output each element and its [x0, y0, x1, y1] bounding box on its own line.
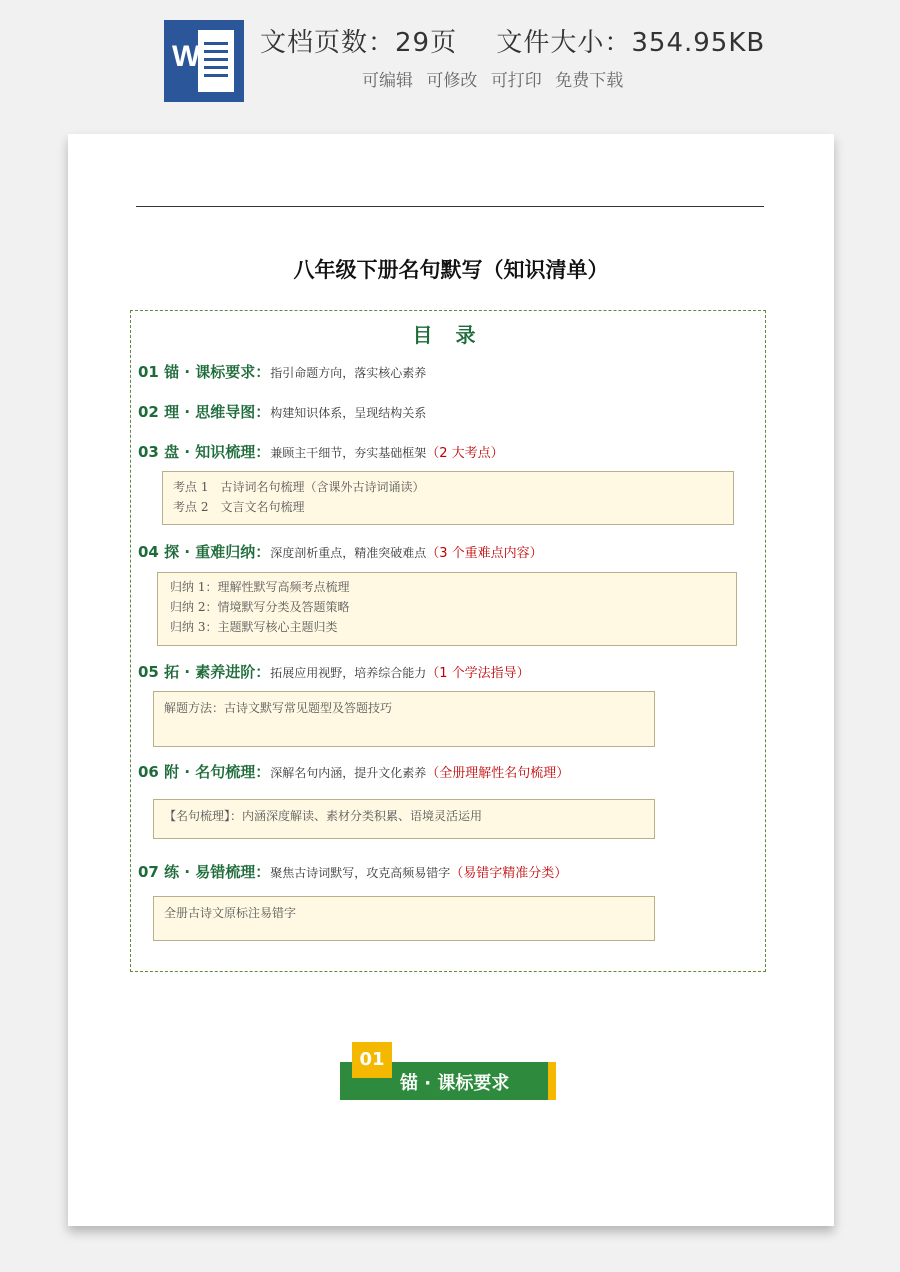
toc-item-06: 06 附 · 名句梳理：深解名句内涵，提升文化素养（全册理解性名句梳理）	[138, 763, 570, 781]
toc-item-04: 04 探 · 重难归纳：深度剖析重点，精准突破难点（3 个重难点内容）	[138, 543, 543, 561]
section-header-01	[340, 1040, 556, 1102]
toc-item-05: 05 拓 · 素养进阶：拓展应用视野，培养综合能力（1 个学法指导）	[138, 663, 530, 681]
toc-item-02: 02 理 · 思维导图：构建知识体系，呈现结构关系	[138, 403, 427, 421]
word-document-icon: W	[164, 20, 244, 102]
section-bar-accent	[548, 1062, 556, 1100]
header-rule	[136, 206, 764, 207]
download-banner	[0, 0, 900, 120]
feature-printable: 可打印	[490, 71, 542, 91]
document-title: 八年级下册名句默写（知识清单）	[293, 258, 609, 282]
toc-heading: 目 录	[412, 323, 484, 347]
feature-list	[362, 66, 623, 91]
document-page	[68, 134, 834, 1226]
toc-box-typos: 全册古诗文原标注易错字	[153, 896, 655, 941]
page-count: 文档页数：29页	[260, 28, 458, 58]
feature-modifiable: 可修改	[426, 71, 478, 91]
toc-item-07: 07 练 · 易错梳理：聚焦古诗词默写，攻克高频易错字（易错字精准分类）	[138, 863, 568, 881]
toc-box-methods: 解题方法：古诗文默写常见题型及答题技巧	[153, 691, 655, 747]
table-of-contents	[130, 310, 766, 972]
feature-editable: 可编辑	[362, 71, 413, 91]
toc-item-01: 01 锚 · 课标要求：指引命题方向，落实核心素养	[138, 363, 427, 381]
toc-box-summaries: 归纳 1：理解性默写高频考点梳理 归纳 2：情境默写分类及答题策略 归纳 3：主题默写核心主题归类	[157, 572, 737, 646]
toc-box-famous-lines: 【名句梳理】：内涵深度解读、素材分类积累、语境灵活运用	[153, 799, 655, 839]
toc-box-exam-points: 考点 1 古诗词名句梳理（含课外古诗词诵读） 考点 2 文言文名句梳理	[162, 471, 734, 525]
section-number: 01	[352, 1042, 392, 1078]
section-label: 锚 · 课标要求	[400, 1073, 510, 1094]
file-meta	[260, 22, 765, 59]
feature-free-download: 免费下载	[555, 71, 624, 91]
file-size: 文件大小：354.95KB	[496, 28, 766, 58]
toc-item-03: 03 盘 · 知识梳理：兼顾主干细节，夯实基础框架（2 大考点）	[138, 443, 504, 461]
